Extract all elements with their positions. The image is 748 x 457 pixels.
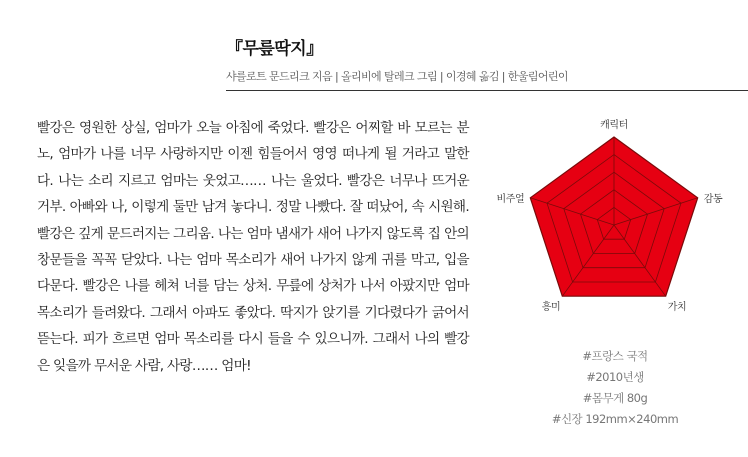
book-title: 『무릎딱지』 bbox=[226, 39, 323, 59]
tag-nationality: #프랑스 국적 bbox=[582, 349, 648, 363]
radar-axis-label: 감동 bbox=[703, 193, 723, 205]
radar-axis-label: 가치 bbox=[667, 302, 687, 314]
radar-chart bbox=[480, 112, 748, 334]
book-description: 빨강은 영원한 상실, 엄마가 오늘 아침에 죽었다. 빨강은 어찌할 바 모르는 분노, 엄마가 나를 너무 사랑하지만 이젠 힘들어서 영영 떠나게 될 거라고 말한다. 나는 소리 지르고 엄마는 웃었고…… 나는 울었다. 빨강은 너무나 뜨거운 거부. 아빠와 나, 이렇게 둘만 남겨 놓다니. 정말 나빴다. 잘 떠났어, 속 시원해. 빨강은 깊게 문드러지는 그리움. 나는 엄마 냄새가 새어 나가지 않도록 집 안의 창문들을 꼭꼭 닫았다. 나는 엄마 목소리가 새어 나가지 않게 귀를 막고, 입을 다문다. 빨강은 나를 헤쳐 너를 담는 상처. 무릎에 상처가 나서 아팠지만 엄마 목소리가 들려왔다. 그래서 아파도 좋았다. 딱지가 앉기를 기다렸다가 긁어서 뜯는다. 피가 흐르면 엄마 목소리를 다시 들을 수 있으니까. 그래서 나의 빨강은 잊을까 무서운 사람, 사랑…… 엄마! bbox=[37, 120, 469, 374]
radar-axis-label: 캐릭터 bbox=[600, 120, 628, 131]
tag-size: #신장 192mm×240mm bbox=[551, 412, 679, 426]
radar-axis-label: 비주얼 bbox=[496, 193, 525, 205]
book-credits: 샤를로트 문드리크 지음 | 올리비에 탈레크 그림 | 이경혜 옮김 | 한울림어린이 bbox=[226, 70, 568, 83]
tag-birth-year: #2010년생 bbox=[586, 370, 644, 384]
radar-axis-label: 흥미 bbox=[541, 302, 561, 314]
header-divider bbox=[226, 90, 748, 91]
tag-weight: #몸무게 80g bbox=[582, 391, 648, 405]
book-tags bbox=[540, 346, 690, 430]
book-header bbox=[226, 38, 748, 84]
